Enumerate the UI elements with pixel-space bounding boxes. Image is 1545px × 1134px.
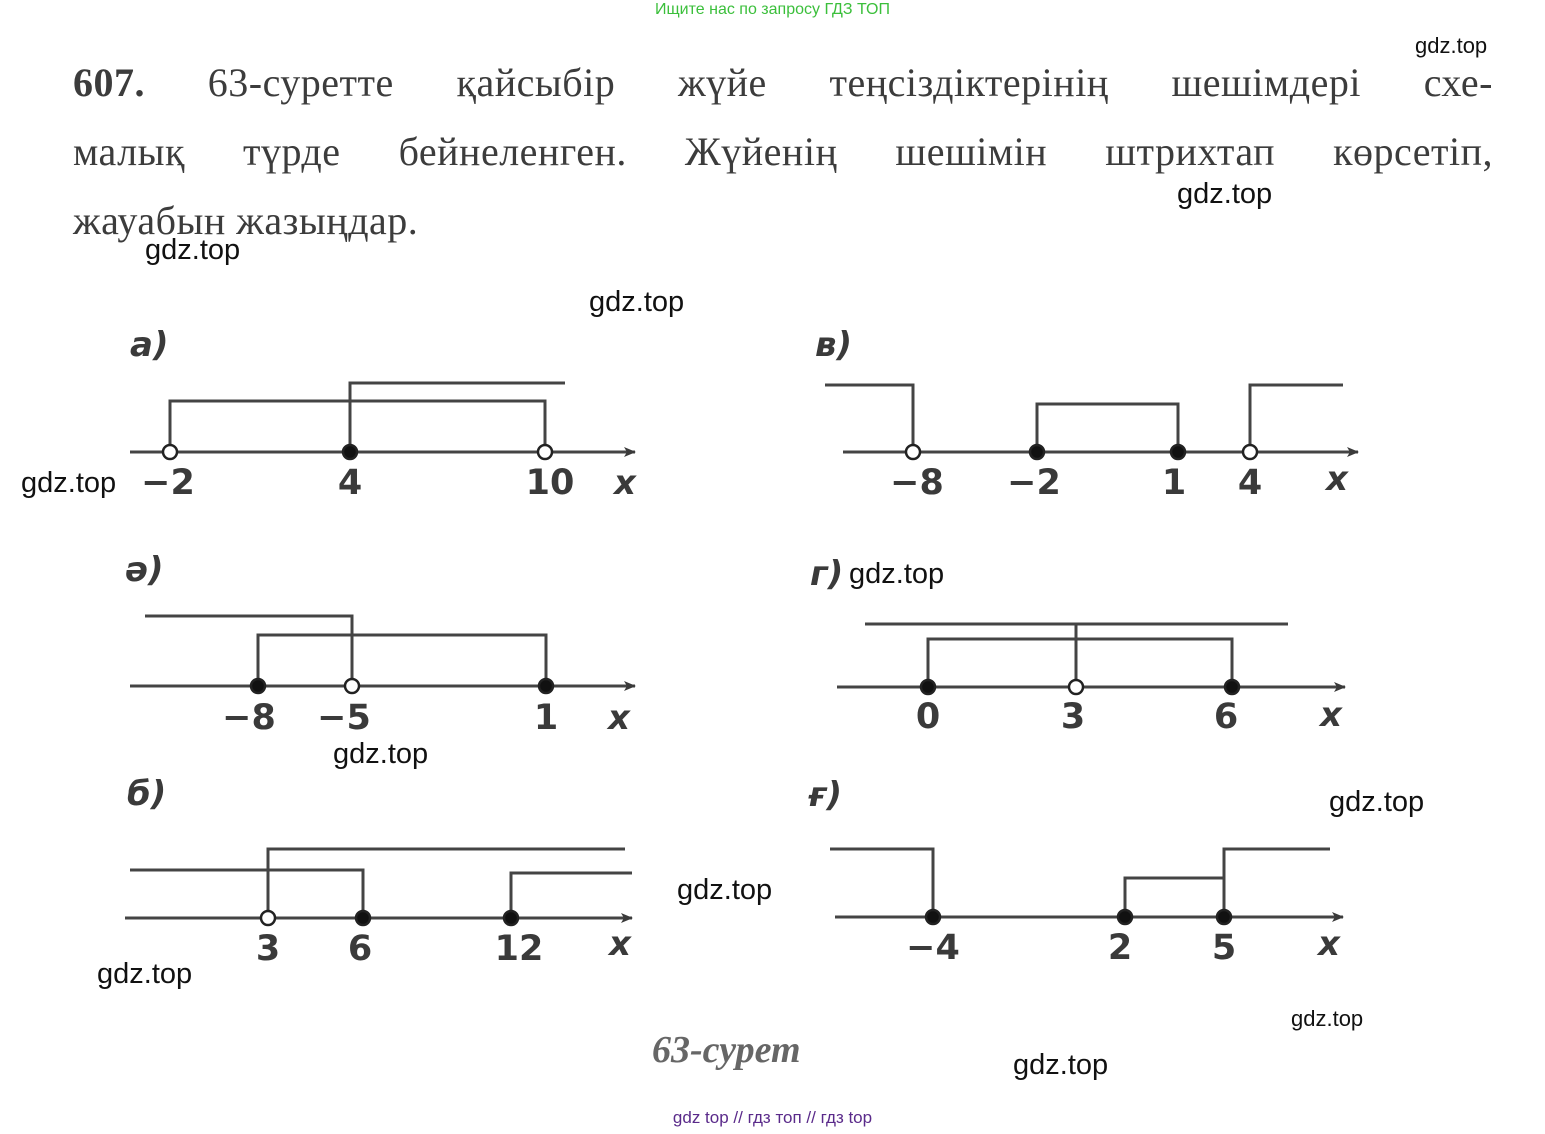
point-ae-2: [345, 679, 359, 693]
figure-caption: 63-сурет: [652, 1029, 801, 1071]
watermark: gdz.top: [677, 874, 773, 906]
watermark: gdz.top: [21, 467, 117, 499]
tick-v-3: 1: [1161, 463, 1187, 503]
point-v-3: [1171, 445, 1185, 459]
watermark: gdz.top: [1013, 1049, 1109, 1081]
part-label-ae: ә): [125, 550, 164, 590]
tick-b-1: 3: [255, 929, 281, 969]
ray-v-3: [1250, 385, 1343, 452]
axis-var-g: x: [1320, 695, 1342, 735]
point-gh-3: [1217, 910, 1231, 924]
tick-g-2: 3: [1060, 697, 1086, 737]
tick-v-1: −8: [890, 463, 944, 503]
tick-gh-1: −4: [906, 928, 960, 968]
tick-g-1: 0: [915, 697, 941, 737]
watermark: gdz.top: [145, 234, 241, 266]
point-ae-3: [539, 679, 553, 693]
bracket-v-2: [1037, 404, 1178, 452]
axis-var-gh: x: [1318, 924, 1340, 964]
problem-line-2: малық түрде бейнеленген. Жүйенің шешімін штрихтап көрсетіп,: [73, 129, 1493, 174]
ray-b-1: [268, 849, 625, 918]
problem-number: 607.: [73, 60, 145, 105]
bracket-a-1: [170, 401, 545, 452]
point-g-3: [1225, 680, 1239, 694]
tick-b-2: 6: [347, 929, 373, 969]
ray-ae-1: [145, 616, 352, 686]
footer-links[interactable]: gdz top // гдз топ // гдз top: [672, 1108, 873, 1127]
tick-g-3: 6: [1213, 697, 1239, 737]
tick-a-1: −2: [141, 463, 195, 503]
point-a-1: [163, 445, 177, 459]
tick-gh-2: 2: [1107, 928, 1133, 968]
part-label-gh: ғ): [808, 775, 842, 815]
ray-b-2: [130, 870, 363, 918]
tick-a-3: 10: [525, 463, 575, 503]
watermark: gdz.top: [1415, 33, 1488, 58]
part-label-a: а): [130, 325, 169, 365]
point-a-3: [538, 445, 552, 459]
tick-ae-2: −5: [317, 698, 371, 738]
watermark: gdz.top: [97, 958, 193, 990]
watermark: gdz.top: [1177, 178, 1273, 210]
watermark: gdz.top: [849, 558, 945, 590]
point-ae-1: [251, 679, 265, 693]
watermark: gdz.top: [589, 286, 685, 318]
point-gh-1: [926, 910, 940, 924]
tick-ae-3: 1: [533, 698, 559, 738]
tick-gh-3: 5: [1211, 928, 1237, 968]
tick-a-2: 4: [337, 463, 363, 503]
watermark: gdz.top: [1329, 786, 1425, 818]
point-b-2: [356, 911, 370, 925]
part-label-g: г): [810, 554, 844, 594]
bracket-ae-2: [258, 635, 546, 686]
point-b-1: [261, 911, 275, 925]
axis-var-v: x: [1326, 459, 1348, 499]
tick-v-2: −2: [1007, 463, 1061, 503]
point-v-4: [1243, 445, 1257, 459]
point-b-3: [504, 911, 518, 925]
ray-a-2: [350, 383, 565, 452]
ray-gh-3: [1224, 849, 1330, 917]
top-search-note[interactable]: Ищите нас по запросу ГДЗ ТОП: [655, 1, 890, 18]
watermark: gdz.top: [333, 738, 429, 770]
ray-gh-2: [1125, 878, 1224, 917]
watermark: gdz.top: [1291, 1006, 1364, 1031]
problem-line-3: жауабын жазыңдар.: [73, 198, 419, 243]
point-g-2: [1069, 680, 1083, 694]
problem-text-line-1: 63-суретте қайсыбір жүйе теңсіздіктерінің шешімдері схе-: [207, 60, 1493, 105]
point-gh-2: [1118, 910, 1132, 924]
point-g-1: [921, 680, 935, 694]
part-label-v: в): [815, 325, 853, 365]
tick-v-4: 4: [1237, 463, 1263, 503]
axis-var-a: x: [614, 463, 636, 503]
ray-v-1: [825, 385, 913, 452]
ray-b-3: [511, 873, 632, 918]
point-a-2: [343, 445, 357, 459]
tick-ae-1: −8: [222, 698, 276, 738]
part-label-b: б): [127, 774, 167, 814]
ray-gh-1: [830, 849, 933, 917]
tick-b-3: 12: [494, 929, 544, 969]
point-v-2: [1030, 445, 1044, 459]
point-v-1: [906, 445, 920, 459]
axis-var-ae: x: [608, 698, 630, 738]
axis-var-b: x: [609, 924, 631, 964]
